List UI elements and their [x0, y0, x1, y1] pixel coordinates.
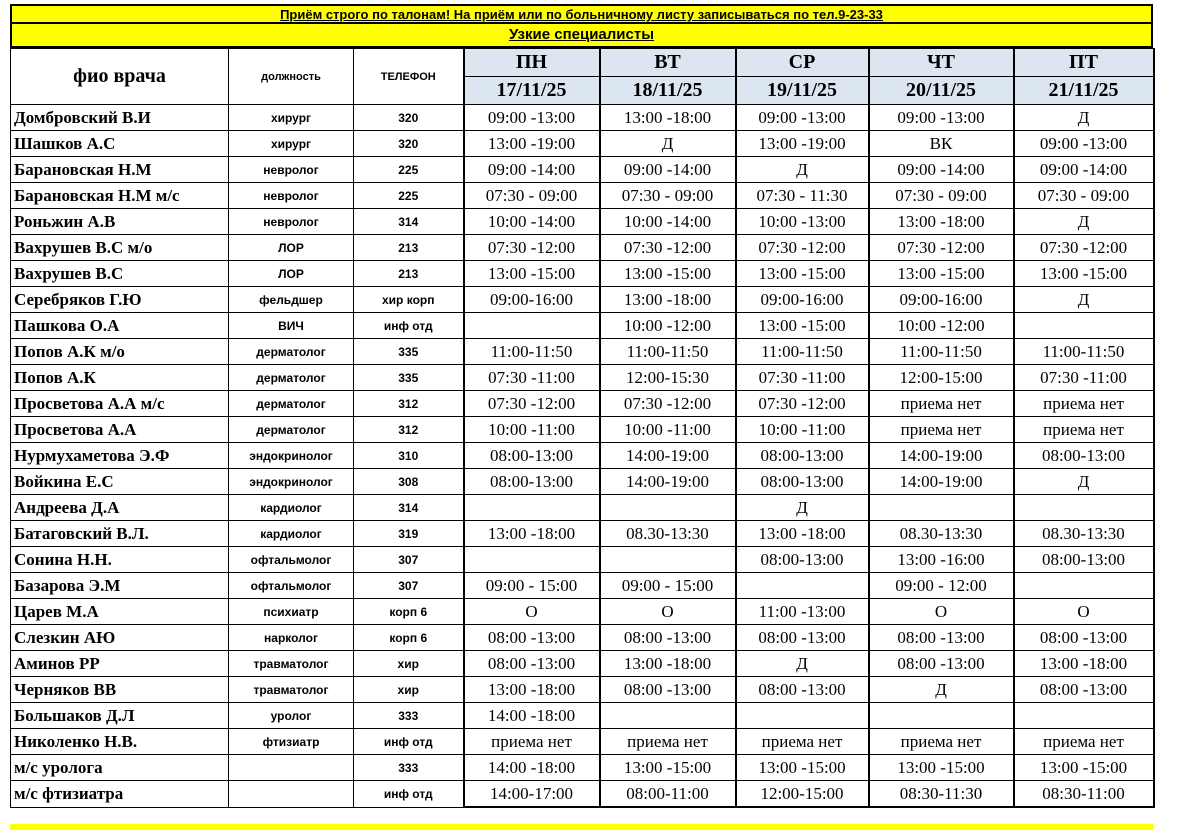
schedule-cell-thu: 11:00-11:50 — [869, 339, 1014, 365]
schedule-cell-mon — [464, 313, 600, 339]
phone-cell: 312 — [354, 391, 464, 417]
table-row — [11, 105, 1154, 131]
schedule-cell-mon: 08:00-13:00 — [464, 469, 600, 495]
schedule-cell-mon: 13:00 -19:00 — [464, 131, 600, 157]
schedule-cell-mon: 07:30 -11:00 — [464, 365, 600, 391]
position-cell: нарколог — [229, 625, 354, 651]
schedule-cell-tue: Д — [600, 131, 736, 157]
schedule-cell-thu: 13:00 -16:00 — [869, 547, 1014, 573]
phone-cell: 319 — [354, 521, 464, 547]
schedule-cell-fri: 09:00 -14:00 — [1014, 157, 1154, 183]
schedule-cell-mon — [464, 495, 600, 521]
schedule-cell-fri: 08:00 -13:00 — [1014, 625, 1154, 651]
schedule-cell-fri: 08:00-13:00 — [1014, 443, 1154, 469]
schedule-cell-tue: 12:00-15:30 — [600, 365, 736, 391]
table-row — [11, 495, 1154, 521]
schedule-cell-fri: 07:30 -11:00 — [1014, 365, 1154, 391]
phone-cell: 307 — [354, 573, 464, 599]
schedule-cell-tue: 13:00 -18:00 — [600, 651, 736, 677]
doctor-name-cell: Большаков Д.Л — [11, 703, 229, 729]
position-cell: эндокринолог — [229, 443, 354, 469]
header-date-tue: 18/11/25 — [600, 77, 736, 105]
position-cell: кардиолог — [229, 521, 354, 547]
schedule-cell-wed: 10:00 -13:00 — [736, 209, 869, 235]
doctor-name-cell: Николенко Н.В. — [11, 729, 229, 755]
schedule-cell-tue: приема нет — [600, 729, 736, 755]
position-cell: хирург — [229, 131, 354, 157]
schedule-cell-thu: 08.30-13:30 — [869, 521, 1014, 547]
doctor-name-cell: м/с фтизиатра — [11, 781, 229, 808]
schedule-cell-tue — [600, 703, 736, 729]
table-row — [11, 131, 1154, 157]
doctor-name-cell: Просветова А.А — [11, 417, 229, 443]
schedule-cell-fri: 13:00 -15:00 — [1014, 755, 1154, 781]
schedule-cell-tue: 13:00 -15:00 — [600, 755, 736, 781]
schedule-cell-fri: 13:00 -18:00 — [1014, 651, 1154, 677]
schedule-cell-wed: 11:00-11:50 — [736, 339, 869, 365]
header-day-mon: ПН — [464, 49, 600, 77]
schedule-cell-thu: 08:00 -13:00 — [869, 651, 1014, 677]
phone-cell: хир — [354, 651, 464, 677]
schedule-cell-mon: 14:00 -18:00 — [464, 703, 600, 729]
schedule-cell-mon: 14:00-17:00 — [464, 781, 600, 808]
schedule-cell-fri: 08:00-13:00 — [1014, 547, 1154, 573]
phone-cell: инф отд — [354, 729, 464, 755]
table-row — [11, 287, 1154, 313]
schedule-cell-wed: Д — [736, 495, 869, 521]
phone-cell: 213 — [354, 235, 464, 261]
schedule-cell-mon: 09:00 -13:00 — [464, 105, 600, 131]
schedule-cell-fri: приема нет — [1014, 729, 1154, 755]
position-cell: травматолог — [229, 651, 354, 677]
schedule-cell-mon: 10:00 -11:00 — [464, 417, 600, 443]
schedule-cell-mon: 07:30 - 09:00 — [464, 183, 600, 209]
schedule-cell-thu: 09:00-16:00 — [869, 287, 1014, 313]
schedule-cell-wed: 07:30 -12:00 — [736, 391, 869, 417]
schedule-cell-mon: 07:30 -12:00 — [464, 391, 600, 417]
phone-cell: 333 — [354, 703, 464, 729]
phone-cell: 308 — [354, 469, 464, 495]
position-cell: дерматолог — [229, 365, 354, 391]
doctor-name-cell: Шашков А.С — [11, 131, 229, 157]
schedule-cell-tue: 09:00 -14:00 — [600, 157, 736, 183]
table-row — [11, 443, 1154, 469]
doctor-name-cell: Просветова А.А м/с — [11, 391, 229, 417]
schedule-cell-fri: 08:30-11:00 — [1014, 781, 1154, 808]
phone-cell: 335 — [354, 339, 464, 365]
header-position: должность — [229, 49, 354, 105]
table-row — [11, 365, 1154, 391]
schedule-cell-thu: О — [869, 599, 1014, 625]
schedule-cell-mon: 09:00 - 15:00 — [464, 573, 600, 599]
schedule-cell-fri: Д — [1014, 209, 1154, 235]
position-cell: ВИЧ — [229, 313, 354, 339]
schedule-cell-tue: 13:00 -18:00 — [600, 105, 736, 131]
doctor-name-cell: Попов А.К — [11, 365, 229, 391]
table-row — [11, 651, 1154, 677]
doctor-name-cell: Батаговский В.Л. — [11, 521, 229, 547]
schedule-cell-tue: 14:00-19:00 — [600, 469, 736, 495]
phone-cell: 310 — [354, 443, 464, 469]
schedule-cell-tue: 07:30 -12:00 — [600, 391, 736, 417]
schedule-cell-thu: 14:00-19:00 — [869, 443, 1014, 469]
table-row — [11, 521, 1154, 547]
schedule-cell-mon: 13:00 -18:00 — [464, 521, 600, 547]
schedule-cell-wed — [736, 703, 869, 729]
position-cell — [229, 781, 354, 808]
schedule-cell-tue: 11:00-11:50 — [600, 339, 736, 365]
schedule-cell-thu: Д — [869, 677, 1014, 703]
schedule-cell-tue: 08:00 -13:00 — [600, 677, 736, 703]
header-day-tue: ВТ — [600, 49, 736, 77]
schedule-cell-wed: 13:00 -19:00 — [736, 131, 869, 157]
table-row — [11, 547, 1154, 573]
table-row — [11, 625, 1154, 651]
schedule-cell-wed: 08:00-13:00 — [736, 469, 869, 495]
position-cell: хирург — [229, 105, 354, 131]
schedule-cell-wed: 09:00 -13:00 — [736, 105, 869, 131]
doctor-name-cell: Базарова Э.М — [11, 573, 229, 599]
phone-cell: корп 6 — [354, 599, 464, 625]
schedule-cell-wed: 08:00-13:00 — [736, 547, 869, 573]
phone-cell: корп 6 — [354, 625, 464, 651]
phone-cell: 333 — [354, 755, 464, 781]
position-cell — [229, 755, 354, 781]
schedule-cell-wed — [736, 573, 869, 599]
table-row — [11, 573, 1154, 599]
schedule-body — [11, 105, 1154, 808]
schedule-cell-tue: 08:00 -13:00 — [600, 625, 736, 651]
schedule-cell-thu: 09:00 -14:00 — [869, 157, 1014, 183]
schedule-cell-fri: Д — [1014, 287, 1154, 313]
position-cell: дерматолог — [229, 339, 354, 365]
schedule-cell-tue: 10:00 -12:00 — [600, 313, 736, 339]
schedule-cell-tue: 13:00 -18:00 — [600, 287, 736, 313]
table-row — [11, 209, 1154, 235]
schedule-cell-wed: 09:00-16:00 — [736, 287, 869, 313]
schedule-cell-fri: 07:30 -12:00 — [1014, 235, 1154, 261]
schedule-cell-mon: приема нет — [464, 729, 600, 755]
position-cell: ЛОР — [229, 261, 354, 287]
schedule-cell-wed: 12:00-15:00 — [736, 781, 869, 808]
position-cell: офтальмолог — [229, 547, 354, 573]
schedule-cell-mon: 08:00-13:00 — [464, 443, 600, 469]
schedule-cell-mon: 13:00 -15:00 — [464, 261, 600, 287]
schedule-cell-wed: 07:30 - 11:30 — [736, 183, 869, 209]
table-row — [11, 339, 1154, 365]
doctor-name-cell: Аминов РР — [11, 651, 229, 677]
phone-cell: 225 — [354, 157, 464, 183]
schedule-sheet — [10, 4, 1153, 808]
doctor-name-cell: Царев М.А — [11, 599, 229, 625]
phone-cell: 320 — [354, 105, 464, 131]
schedule-cell-wed: 08:00 -13:00 — [736, 625, 869, 651]
table-row — [11, 781, 1154, 808]
schedule-cell-wed: приема нет — [736, 729, 869, 755]
schedule-cell-wed: 11:00 -13:00 — [736, 599, 869, 625]
header-doctor-name: фио врача — [11, 49, 229, 105]
doctor-name-cell: м/с уролога — [11, 755, 229, 781]
schedule-cell-wed: 08:00-13:00 — [736, 443, 869, 469]
schedule-cell-thu: 09:00 -13:00 — [869, 105, 1014, 131]
doctor-name-cell: Слезкин АЮ — [11, 625, 229, 651]
schedule-cell-tue — [600, 495, 736, 521]
phone-cell: хир корп — [354, 287, 464, 313]
schedule-cell-tue — [600, 547, 736, 573]
header-date-fri: 21/11/25 — [1014, 77, 1154, 105]
schedule-cell-thu: 08:30-11:30 — [869, 781, 1014, 808]
schedule-cell-fri: Д — [1014, 105, 1154, 131]
schedule-cell-tue: 09:00 - 15:00 — [600, 573, 736, 599]
schedule-cell-mon: 08:00 -13:00 — [464, 625, 600, 651]
schedule-cell-thu: 07:30 -12:00 — [869, 235, 1014, 261]
schedule-cell-fri: 08:00 -13:00 — [1014, 677, 1154, 703]
schedule-cell-tue: 10:00 -11:00 — [600, 417, 736, 443]
doctor-name-cell: Попов А.К м/о — [11, 339, 229, 365]
position-cell: фтизиатр — [229, 729, 354, 755]
position-cell: эндокринолог — [229, 469, 354, 495]
phone-cell: 335 — [354, 365, 464, 391]
position-cell: дерматолог — [229, 417, 354, 443]
schedule-cell-fri: 07:30 - 09:00 — [1014, 183, 1154, 209]
doctor-name-cell: Домбровский В.И — [11, 105, 229, 131]
table-row — [11, 261, 1154, 287]
schedule-cell-fri: О — [1014, 599, 1154, 625]
doctor-name-cell: Барановская Н.М — [11, 157, 229, 183]
schedule-cell-fri — [1014, 573, 1154, 599]
schedule-cell-thu: 09:00 - 12:00 — [869, 573, 1014, 599]
schedule-cell-mon: 13:00 -18:00 — [464, 677, 600, 703]
table-row — [11, 391, 1154, 417]
phone-cell: 314 — [354, 495, 464, 521]
schedule-cell-thu: приема нет — [869, 417, 1014, 443]
schedule-cell-tue: 08:00-11:00 — [600, 781, 736, 808]
doctor-name-cell: Роньжин А.В — [11, 209, 229, 235]
table-row — [11, 417, 1154, 443]
header-date-wed: 19/11/25 — [736, 77, 869, 105]
schedule-cell-thu: 12:00-15:00 — [869, 365, 1014, 391]
schedule-cell-fri: приема нет — [1014, 417, 1154, 443]
schedule-cell-mon — [464, 547, 600, 573]
schedule-table — [10, 48, 1155, 808]
schedule-cell-fri — [1014, 313, 1154, 339]
schedule-cell-fri — [1014, 703, 1154, 729]
schedule-cell-wed: 08:00 -13:00 — [736, 677, 869, 703]
appointment-notice: Приём строго по талонам! На приём или по больничному листу записываться по тел.9-23-33 — [10, 4, 1153, 24]
phone-cell: 225 — [354, 183, 464, 209]
table-row — [11, 235, 1154, 261]
header-date-thu: 20/11/25 — [869, 77, 1014, 105]
header-day-wed: СР — [736, 49, 869, 77]
schedule-cell-fri: Д — [1014, 469, 1154, 495]
schedule-cell-mon: 08:00 -13:00 — [464, 651, 600, 677]
position-cell: ЛОР — [229, 235, 354, 261]
schedule-cell-thu: 13:00 -18:00 — [869, 209, 1014, 235]
table-row — [11, 677, 1154, 703]
phone-cell: инф отд — [354, 781, 464, 808]
schedule-cell-tue: 07:30 - 09:00 — [600, 183, 736, 209]
phone-cell: 320 — [354, 131, 464, 157]
doctor-name-cell: Нурмухаметова Э.Ф — [11, 443, 229, 469]
schedule-cell-thu: 08:00 -13:00 — [869, 625, 1014, 651]
schedule-cell-thu: 13:00 -15:00 — [869, 755, 1014, 781]
header-phone: ТЕЛЕФОН — [354, 49, 464, 105]
schedule-cell-wed: 07:30 -11:00 — [736, 365, 869, 391]
phone-cell: 312 — [354, 417, 464, 443]
header-day-thu: ЧТ — [869, 49, 1014, 77]
bottom-yellow-strip — [10, 824, 1153, 830]
schedule-cell-wed: 13:00 -15:00 — [736, 313, 869, 339]
schedule-cell-fri: 08.30-13:30 — [1014, 521, 1154, 547]
header-day-fri: ПТ — [1014, 49, 1154, 77]
schedule-cell-thu: приема нет — [869, 729, 1014, 755]
position-cell: невролог — [229, 157, 354, 183]
table-row — [11, 703, 1154, 729]
schedule-cell-tue: 14:00-19:00 — [600, 443, 736, 469]
phone-cell: 213 — [354, 261, 464, 287]
schedule-cell-wed: 10:00 -11:00 — [736, 417, 869, 443]
position-cell: дерматолог — [229, 391, 354, 417]
schedule-cell-thu: 07:30 - 09:00 — [869, 183, 1014, 209]
doctor-name-cell: Андреева Д.А — [11, 495, 229, 521]
schedule-cell-fri: приема нет — [1014, 391, 1154, 417]
doctor-name-cell: Пашкова О.А — [11, 313, 229, 339]
doctor-name-cell: Черняков ВВ — [11, 677, 229, 703]
phone-cell: хир — [354, 677, 464, 703]
schedule-cell-tue: 07:30 -12:00 — [600, 235, 736, 261]
table-row — [11, 313, 1154, 339]
doctor-name-cell: Серебряков Г.Ю — [11, 287, 229, 313]
position-cell: фельдшер — [229, 287, 354, 313]
phone-cell: инф отд — [354, 313, 464, 339]
schedule-cell-tue: 13:00 -15:00 — [600, 261, 736, 287]
schedule-cell-wed: 13:00 -15:00 — [736, 261, 869, 287]
schedule-cell-tue: 08.30-13:30 — [600, 521, 736, 547]
position-cell: кардиолог — [229, 495, 354, 521]
schedule-cell-thu: 14:00-19:00 — [869, 469, 1014, 495]
schedule-cell-thu — [869, 703, 1014, 729]
schedule-cell-tue: 10:00 -14:00 — [600, 209, 736, 235]
schedule-cell-thu: ВК — [869, 131, 1014, 157]
schedule-cell-mon: О — [464, 599, 600, 625]
schedule-cell-mon: 09:00-16:00 — [464, 287, 600, 313]
table-row — [11, 183, 1154, 209]
doctor-name-cell: Барановская Н.М м/с — [11, 183, 229, 209]
doctor-name-cell: Вахрушев В.С — [11, 261, 229, 287]
schedule-cell-fri: 11:00-11:50 — [1014, 339, 1154, 365]
schedule-cell-wed: 13:00 -15:00 — [736, 755, 869, 781]
position-cell: уролог — [229, 703, 354, 729]
doctor-name-cell: Сонина Н.Н. — [11, 547, 229, 573]
schedule-cell-mon: 11:00-11:50 — [464, 339, 600, 365]
table-row — [11, 755, 1154, 781]
schedule-cell-mon: 07:30 -12:00 — [464, 235, 600, 261]
position-cell: офтальмолог — [229, 573, 354, 599]
phone-cell: 314 — [354, 209, 464, 235]
position-cell: невролог — [229, 209, 354, 235]
schedule-cell-mon: 10:00 -14:00 — [464, 209, 600, 235]
schedule-cell-tue: О — [600, 599, 736, 625]
schedule-cell-wed: 07:30 -12:00 — [736, 235, 869, 261]
schedule-cell-thu — [869, 495, 1014, 521]
schedule-cell-thu: 10:00 -12:00 — [869, 313, 1014, 339]
section-title: Узкие специалисты — [10, 24, 1153, 48]
schedule-cell-thu: приема нет — [869, 391, 1014, 417]
doctor-name-cell: Войкина Е.С — [11, 469, 229, 495]
schedule-cell-fri: 13:00 -15:00 — [1014, 261, 1154, 287]
phone-cell: 307 — [354, 547, 464, 573]
position-cell: невролог — [229, 183, 354, 209]
schedule-cell-wed: 13:00 -18:00 — [736, 521, 869, 547]
table-row — [11, 729, 1154, 755]
schedule-cell-mon: 14:00 -18:00 — [464, 755, 600, 781]
table-row — [11, 469, 1154, 495]
header-date-mon: 17/11/25 — [464, 77, 600, 105]
position-cell: травматолог — [229, 677, 354, 703]
schedule-cell-fri — [1014, 495, 1154, 521]
position-cell: психиатр — [229, 599, 354, 625]
schedule-cell-wed: Д — [736, 651, 869, 677]
schedule-cell-wed: Д — [736, 157, 869, 183]
doctor-name-cell: Вахрушев В.С м/о — [11, 235, 229, 261]
table-row — [11, 599, 1154, 625]
schedule-cell-fri: 09:00 -13:00 — [1014, 131, 1154, 157]
schedule-cell-mon: 09:00 -14:00 — [464, 157, 600, 183]
schedule-cell-thu: 13:00 -15:00 — [869, 261, 1014, 287]
table-row — [11, 157, 1154, 183]
